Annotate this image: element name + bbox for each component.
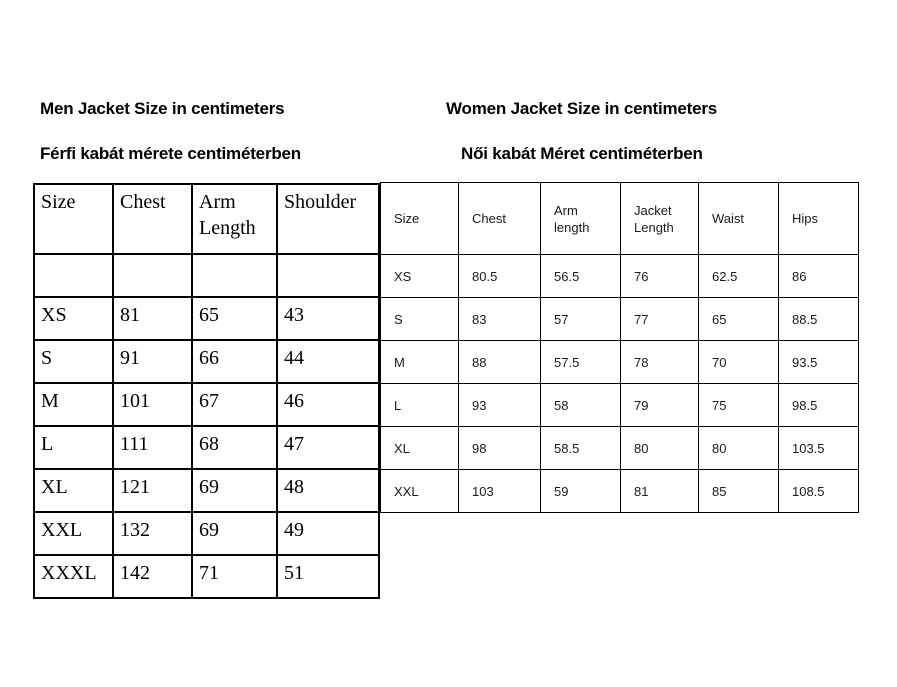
table-cell: 83 (459, 298, 541, 341)
women-table-title-hungarian: Női kabát Méret centiméterben (461, 144, 703, 163)
table-cell: 103 (459, 470, 541, 513)
table-cell: 57 (541, 298, 621, 341)
table-cell: 77 (621, 298, 699, 341)
table-row (34, 383, 379, 426)
table-cell (34, 254, 113, 297)
table-cell: 67 (192, 383, 277, 426)
table-cell: 56.5 (541, 255, 621, 298)
table-cell: 69 (192, 512, 277, 555)
table-cell: 80 (699, 427, 779, 470)
column-header: Size (381, 183, 459, 255)
table-cell: 58.5 (541, 427, 621, 470)
table-cell: 78 (621, 341, 699, 384)
table-row (381, 255, 859, 298)
table-cell: L (34, 426, 113, 469)
women-jacket-size-table (380, 182, 859, 513)
table-cell (113, 254, 192, 297)
column-header: Chest (459, 183, 541, 255)
column-header: Arm Length (192, 184, 277, 254)
table-cell: 86 (779, 255, 859, 298)
table-cell: 88.5 (779, 298, 859, 341)
table-cell: XL (34, 469, 113, 512)
table-cell: 66 (192, 340, 277, 383)
table-cell: 47 (277, 426, 379, 469)
table-cell: 59 (541, 470, 621, 513)
men-table-title-english: Men Jacket Size in centimeters (40, 99, 285, 118)
table-cell: 111 (113, 426, 192, 469)
table-cell: 43 (277, 297, 379, 340)
table-cell: 132 (113, 512, 192, 555)
table-cell: 81 (113, 297, 192, 340)
table-row (381, 341, 859, 384)
header-row (34, 184, 379, 254)
column-header: Size (34, 184, 113, 254)
table-cell: 91 (113, 340, 192, 383)
table-cell: S (34, 340, 113, 383)
table-cell: 80 (621, 427, 699, 470)
table-cell: 68 (192, 426, 277, 469)
table-row (381, 427, 859, 470)
table-cell: 85 (699, 470, 779, 513)
table-row (34, 426, 379, 469)
table-cell: L (381, 384, 459, 427)
table-cell: XXL (381, 470, 459, 513)
column-header: Jacket Length (621, 183, 699, 255)
table-row (381, 298, 859, 341)
table-cell: 108.5 (779, 470, 859, 513)
table-cell: 44 (277, 340, 379, 383)
table-cell: 121 (113, 469, 192, 512)
table-cell: XXXL (34, 555, 113, 598)
column-header: Waist (699, 183, 779, 255)
table-cell: 98 (459, 427, 541, 470)
table-cell: XS (381, 255, 459, 298)
table-cell: 142 (113, 555, 192, 598)
men-jacket-size-table (33, 183, 380, 599)
table-cell: 62.5 (699, 255, 779, 298)
column-header: Hips (779, 183, 859, 255)
women-table-header (381, 183, 859, 255)
column-header: Chest (113, 184, 192, 254)
women-table-title-english: Women Jacket Size in centimeters (446, 99, 718, 118)
table-cell: 93 (459, 384, 541, 427)
table-cell: XS (34, 297, 113, 340)
table-cell: 46 (277, 383, 379, 426)
women-table-body (381, 255, 859, 513)
table-cell: M (34, 383, 113, 426)
table-cell: 65 (699, 298, 779, 341)
table-cell: 51 (277, 555, 379, 598)
table-cell: 65 (192, 297, 277, 340)
table-cell: 79 (621, 384, 699, 427)
table-cell: 101 (113, 383, 192, 426)
table-cell: 80.5 (459, 255, 541, 298)
table-cell: 81 (621, 470, 699, 513)
table-row (34, 254, 379, 297)
table-row (381, 384, 859, 427)
column-header: Arm length (541, 183, 621, 255)
table-cell: 88 (459, 341, 541, 384)
table-cell: 49 (277, 512, 379, 555)
table-cell (277, 254, 379, 297)
table-cell: 103.5 (779, 427, 859, 470)
table-row (34, 297, 379, 340)
table-cell: 58 (541, 384, 621, 427)
men-table-title-hungarian: Férfi kabát mérete centiméterben (40, 144, 301, 163)
men-table-header (34, 184, 379, 254)
table-cell (192, 254, 277, 297)
table-cell: 57.5 (541, 341, 621, 384)
table-row (34, 512, 379, 555)
table-row (381, 470, 859, 513)
table-cell: 75 (699, 384, 779, 427)
table-cell: 70 (699, 341, 779, 384)
column-header: Shoulder (277, 184, 379, 254)
table-cell: XXL (34, 512, 113, 555)
men-table-body (34, 254, 379, 598)
table-cell: 71 (192, 555, 277, 598)
table-cell: 48 (277, 469, 379, 512)
table-cell: XL (381, 427, 459, 470)
table-cell: M (381, 341, 459, 384)
table-cell: S (381, 298, 459, 341)
table-cell: 93.5 (779, 341, 859, 384)
table-row (34, 469, 379, 512)
header-row (381, 183, 859, 255)
table-cell: 69 (192, 469, 277, 512)
table-row (34, 555, 379, 598)
table-cell: 76 (621, 255, 699, 298)
table-cell: 98.5 (779, 384, 859, 427)
table-row (34, 340, 379, 383)
